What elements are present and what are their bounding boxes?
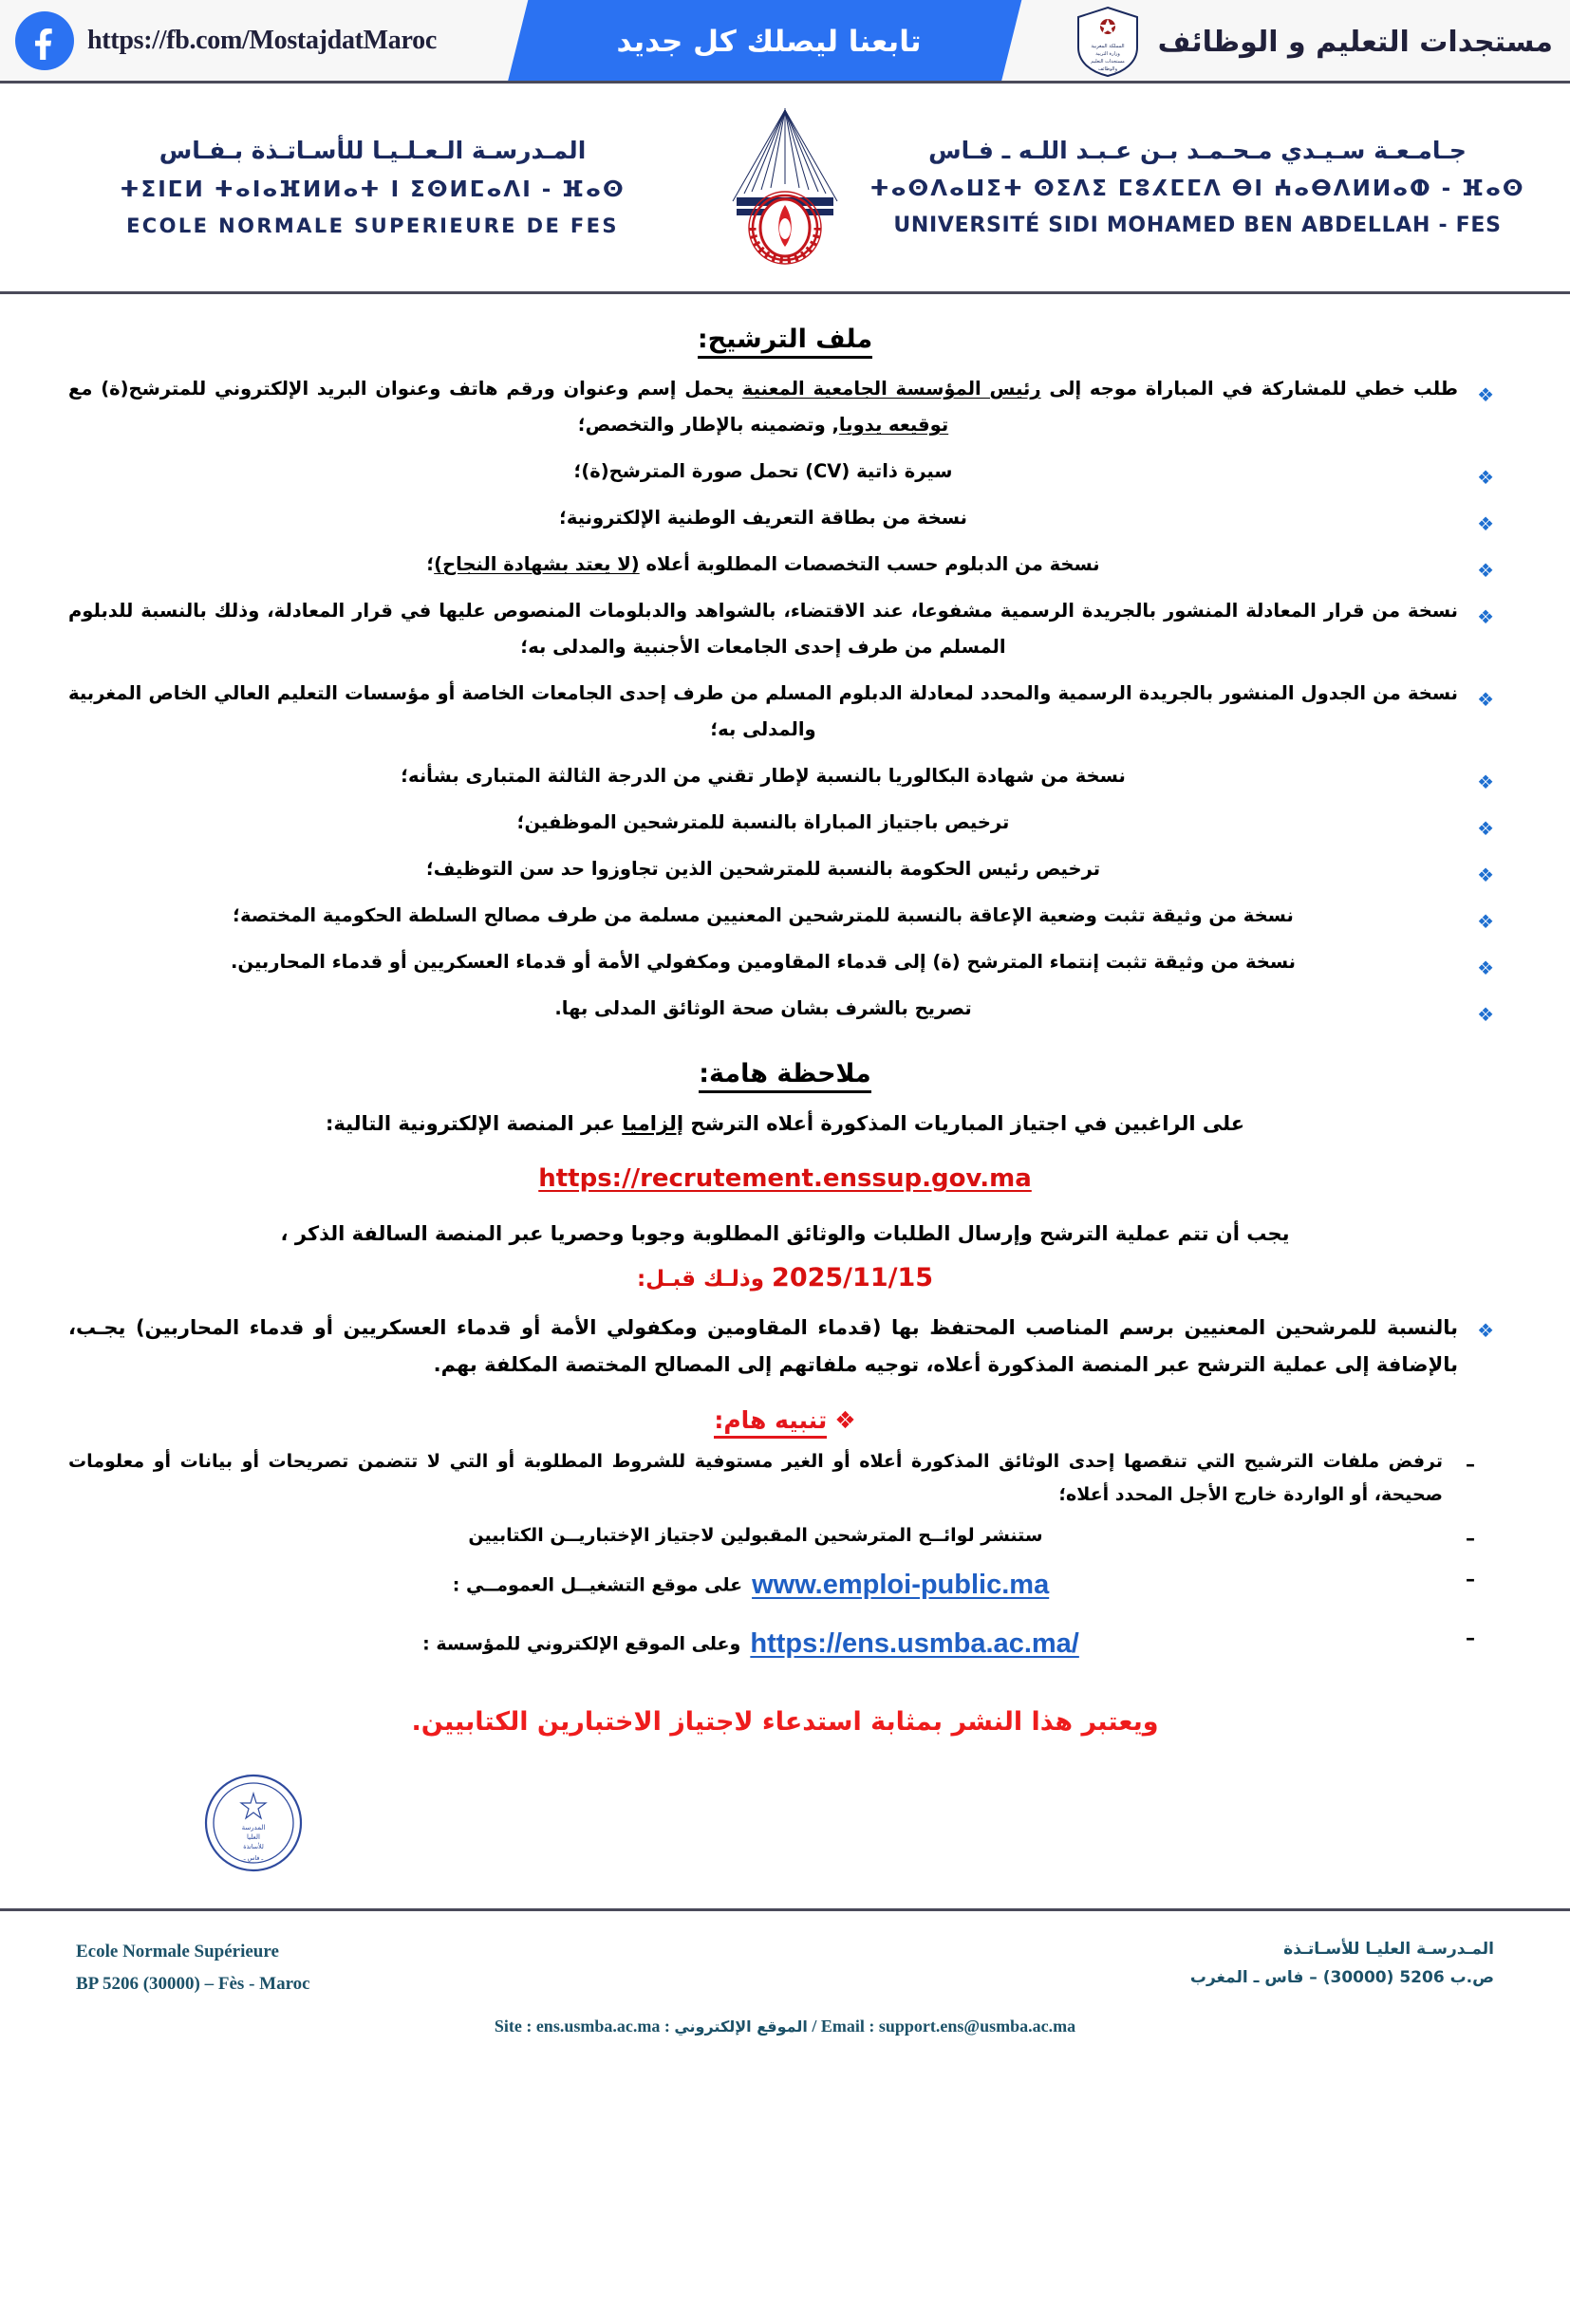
list-item — [68, 1619, 1502, 1670]
footer-site[interactable]: Site : ens.usmba.ac.ma : — [494, 2016, 670, 2036]
list-item: ❖ سيرة ذاتية (CV) تحمل صورة المترشح(ة)؛ — [68, 454, 1502, 490]
note-instruction-line — [68, 1106, 1502, 1143]
req-1-part-b: يحمل إسم وعنوان ورقم هاتف وعنوان البريد الإلكتروني للمترشح(ة) مع — [68, 378, 742, 400]
deadline-label: وذلـك قبـل: — [636, 1267, 765, 1292]
svg-text:وزارة التربية: وزارة التربية — [1094, 51, 1120, 57]
list-item — [68, 547, 1502, 583]
svg-text:والوظائف: والوظائف — [1097, 66, 1117, 72]
page-name-text: مستجدات التعليم و الوظائف — [1157, 25, 1553, 59]
deadline-row — [68, 1263, 1502, 1292]
ens-website-link[interactable]: https://ens.usmba.ac.ma/ — [750, 1627, 1079, 1659]
list-item: ❖ ترخيص رئيس الحكومة بالنسبة للمترشحين الذين تجاوزوا حد سن التوظيف؛ — [68, 851, 1502, 887]
list-item: ❖ نسخة من وثيقة تثبت إنتماء المترشح (ة) إلى قدماء المقاومين ومكفولي الأمة أو قدماء العسكريين أو قدماء المحاربين. — [68, 944, 1502, 980]
list-item — [68, 371, 1502, 443]
final-statement: ويعتبر هذا النشر بمثابة استدعاء لاجتياز الاختبارين الكتابيين. — [411, 1707, 1159, 1738]
university-name-arabic: جـامـعـة سـيـدي مـحـمـد بـن عـبـد اللـه ـ فـاس — [928, 136, 1467, 164]
footer-email[interactable]: / Email : support.ens@usmba.ac.ma — [812, 2016, 1076, 2036]
svg-text:مستجدات التعليم: مستجدات التعليم — [1090, 59, 1125, 65]
deadline-date: 2025/11/15 — [772, 1263, 934, 1293]
req-diploma-underline: (لا يعتد بشهادة النجاح) — [434, 553, 640, 576]
footer-ar-line2: ص.ب 5206 (30000) – فاس ـ المغرب — [1189, 1968, 1494, 1988]
list-item — [68, 1560, 1502, 1611]
school-name-french: ECOLE NORMALE SUPERIEURE DE FES — [126, 214, 619, 238]
school-name-tifinagh: ⵜⵉⵏⵎⵍ ⵜⴰⵏⴰⴼⵍⵍⴰⵜ ⵏ ⵉⵙⵍⵎⴰⴷⵏ - ⴼⴰⵙ — [120, 177, 626, 202]
list-item: ❖ نسخة من وثيقة تثبت وضعية الإعاقة بالنسبة للمترشحين المعنيين مسلمة من طرف مصالح السلطة الحكومية المختصة؛ — [68, 898, 1502, 934]
document-footer — [0, 1908, 1570, 2061]
emploi-public-link[interactable]: www.emploi-public.ma — [752, 1570, 1050, 1601]
list-item: ❖ نسخة من شهادة البكالوريا بالنسبة لإطار تقني من الدرجة الثالثة المتبارى بشأنه؛ — [68, 758, 1502, 794]
svg-text:المملكة المغربية: المملكة المغربية — [1091, 44, 1125, 49]
footer-fr-line2: BP 5206 (30000) – Fès - Maroc — [76, 1973, 310, 1994]
dossier-section-title — [68, 325, 1502, 354]
footer-addresses — [76, 1936, 1494, 1999]
list-item: ❖ تصريح بالشرف بشان صحة الوثائق المدلى بها. — [68, 991, 1502, 1027]
facebook-promo-banner — [0, 0, 1570, 84]
school-identity-block — [27, 134, 719, 240]
school-name-arabic: المـدرسـة الـعـلـيـا للأسـاتـذة بـفـاس — [159, 137, 587, 165]
list-item: ❖ نسخة من بطاقة التعريف الوطنية الإلكترونية؛ — [68, 500, 1502, 536]
document-body — [0, 294, 1570, 1880]
req-1-part-a: طلب خطي للمشاركة في المباراة موجه إلى — [1040, 378, 1459, 400]
footer-address-arabic — [1190, 1936, 1494, 1993]
svg-text:المدرسة: المدرسة — [241, 1824, 266, 1832]
req-1-underline-2: توقيعه يدويا — [838, 414, 949, 437]
institution-letterhead — [0, 84, 1570, 294]
university-identity-block — [851, 134, 1543, 241]
list-item: – ترفض ملفات الترشيح التي تنقصها إحدى الوثائق المذكورة أعلاه أو الغير مستوفية للشروط المطلوبة أو التي لا تتضمن تصريحات أو بيانات أو معلومات صحيحة، أو الواردة خارج الأجل المحدد أعلاه؛ — [68, 1445, 1502, 1512]
note-title-text: ملاحظة هامة: — [699, 1059, 871, 1093]
list-item: ❖ نسخة من الجدول المنشور بالجريدة الرسمية والمحدد لمعادلة الدبلوم المسلم من طرف إحدى الجامعات الخاصة أو مؤسسات التعليم العالي الخاص المغربية والمدلى به؛ — [68, 676, 1502, 748]
submission-instruction-line: يجب أن تتم عملية الترشح وإرسال الطلبات والوثائق المطلوبة وجوبا وحصريا عبر المنصة السالفة الذكر ، — [280, 1222, 1290, 1246]
svg-text:ـ فاس ـ: ـ فاس ـ — [243, 1854, 264, 1863]
important-note-title — [68, 1059, 1502, 1088]
university-crest-icon — [719, 102, 851, 273]
university-name-tifinagh: ⵜⴰⵙⴷⴰⵡⵉⵜ ⵙⵉⴷⵉ ⵎⵓⵃⵎⵎⴷ ⴱⵏ ⵄⴰⴱⴷⵍⵍⴰⵀ - ⴼⴰⵙ — [869, 177, 1525, 201]
official-round-stamp-icon — [201, 1771, 1502, 1880]
note-underline: إلزاميا — [622, 1112, 684, 1136]
list-item: – ستنشر لوائــح المترشحين المقبولين لاجتياز الإختباريــن الكتابيين — [68, 1519, 1502, 1552]
req-1-underline-1: رئيس المؤسسة الجامعية المعنية — [741, 378, 1041, 400]
dossier-requirements-list — [68, 371, 1502, 1027]
emploi-public-label: على موقع التشغيــل العمومــي : — [452, 1574, 743, 1596]
req-diploma-b: ؛ — [426, 553, 435, 576]
warning-title-text: تنبيه هام: — [714, 1406, 827, 1439]
footer-ar-line1: المـدرسـة العليـا للأسـاتـذة — [1283, 1940, 1494, 1960]
warning-list — [68, 1445, 1502, 1670]
svg-text:العليا: العليا — [246, 1833, 261, 1842]
dossier-title-text: ملف الترشيح: — [698, 325, 872, 359]
morocco-government-seal-icon — [1075, 6, 1141, 78]
page-name-group — [1075, 0, 1570, 84]
footer-contact-line — [76, 2017, 1494, 2036]
ens-website-label: وعلى الموقع الإلكتروني للمؤسسة : — [422, 1633, 741, 1655]
blue-slogan-text: تابعنا ليصلك كل جديد — [616, 25, 922, 59]
facebook-icon[interactable] — [15, 11, 74, 70]
reserved-positions-paragraph: ❖ بالنسبة للمرشحين المعنيين برسم المناصب المحتفظ بها (قدماء المقاومين ومكفولي الأمة أو قدماء العسكريين أو قدماء المحاربين) يجـب، بالإضافة إلى عملية الترشح عبر المنصة المذكورة أعلاه، توجيه ملفاتهم إلى المصالح المختصة المكلفة بهم. — [68, 1310, 1502, 1384]
footer-site-label-ar: الموقع الإلكتروني — [674, 2017, 808, 2036]
warning-diamond-icon: ❖ — [834, 1405, 856, 1434]
svg-text:للأساتذة: للأساتذة — [243, 1843, 264, 1851]
university-name-french: UNIVERSITÉ SIDI MOHAMED BEN ABDELLAH - FES — [893, 214, 1502, 238]
footer-fr-line1: Ecole Normale Supérieure — [76, 1942, 279, 1962]
recruitment-platform-link[interactable]: https://recrutement.enssup.gov.ma — [538, 1164, 1032, 1194]
note-part-b: عبر المنصة الإلكترونية التالية: — [325, 1112, 623, 1136]
facebook-url-text[interactable]: https://fb.com/MostajdatMaroc — [87, 25, 437, 55]
list-item: ❖ نسخة من قرار المعادلة المنشور بالجريدة الرسمية مشفوعا، عند الاقتضاء، بالشواهد والدبلومات المنصوص عليها في قرار المعادلة، وذلك بالنسبة للدبلوم المسلم من طرف إحدى الجامعات الأجنبية والمدلى به؛ — [68, 593, 1502, 665]
req-1-part-c: , وتضمينه بالإطار والتخصص؛ — [577, 414, 839, 437]
facebook-url-group[interactable] — [0, 11, 560, 70]
req-diploma-a: نسخة من الدبلوم حسب التخصصات المطلوبة أعلاه — [639, 553, 1100, 576]
note-part-a: على الراغبين في اجتياز المباريات المذكورة أعلاه الترشح — [683, 1112, 1245, 1136]
warning-title — [68, 1406, 1502, 1434]
stamp-area — [68, 1761, 1502, 1880]
footer-address-french — [76, 1936, 310, 1999]
list-item: ❖ ترخيص باجتياز المباراة بالنسبة للمترشحين الموظفين؛ — [68, 805, 1502, 841]
